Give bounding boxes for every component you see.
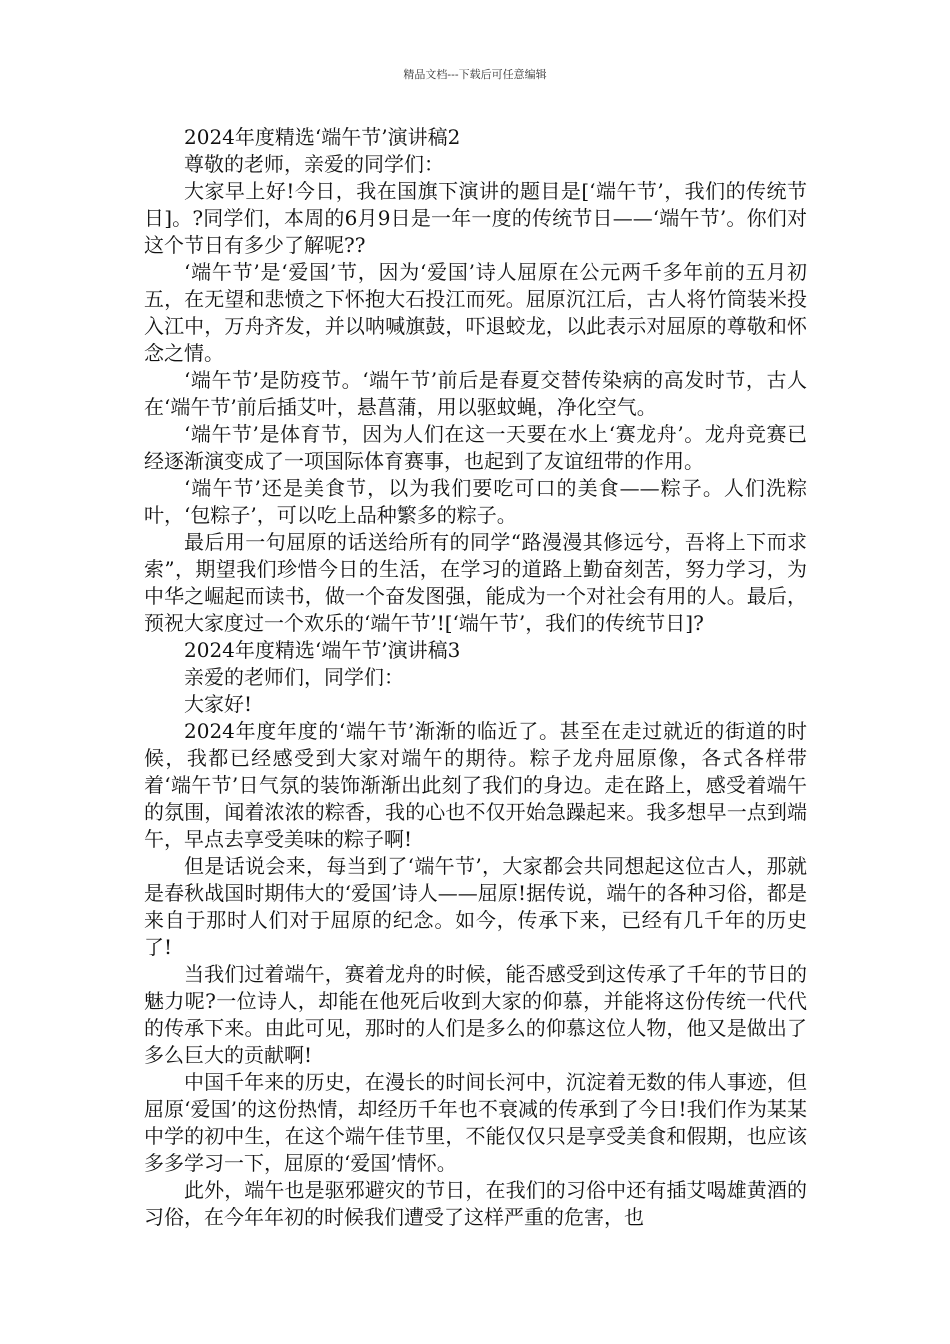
speech-title-2: 2024年度精选‘端午节’演讲稿2: [184, 125, 461, 149]
paragraph: ‘端午节’还是美食节，以为我们要吃可口的美食——粽子。人们洗粽叶，‘包粽子’，可以吃上品种繁多的粽子。: [144, 476, 807, 527]
page-header: 精品文档---下载后可任意编辑: [403, 68, 547, 81]
speech-title-3: 2024年度精选‘端午节’演讲稿3: [184, 638, 461, 662]
paragraph: 大家早上好!今日，我在国旗下演讲的题目是[‘端午节’，我们的传统节日]。?同学们，本周的6月9日是一年一度的传统节日——‘端午节’。你们对这个节日有多少了解呢??: [144, 179, 807, 257]
paragraph: 此外，端午也是驱邪避灾的节日，在我们的习俗中还有插艾喝雄黄酒的习俗，在今年年初的时候我们遭受了这样严重的危害，也: [144, 1178, 807, 1229]
paragraph: 最后用一句屈原的话送给所有的同学“路漫漫其修远兮，吾将上下而求索”，期望我们珍惜今日的生活，在学习的道路上勤奋刻苦，努力学习，为中华之崛起而读书，做一个奋发图强，能成为一个对社会有用的人。最后，预祝大家度过一个欢乐的‘端午节’![‘端午节’，我们的传统节日]?: [144, 530, 807, 635]
salutation: 亲爱的老师们，同学们：: [184, 665, 404, 689]
paragraph: 但是话说会来，每当到了‘端午节’，大家都会共同想起这位古人，那就是春秋战国时期伟大的‘爱国’诗人——屈原!据传说，端午的各种习俗，都是来自于那时人们对于屈原的纪念。如今，传承下来，已经有几千年的历史了!: [144, 854, 807, 959]
paragraph: 中国千年来的历史，在漫长的时间长河中，沉淀着无数的伟人事迹，但屈原‘爱国’的这份热情，却经历千年也不衰减的传承到了今日!我们作为某某中学的初中生，在这个端午佳节里，不能仅仅只是享受美食和假期，也应该多多学习一下，屈原的‘爱国’情怀。: [144, 1070, 807, 1175]
paragraph: ‘端午节’是‘爱国’节，因为‘爱国’诗人屈原在公元两千多年前的五月初五，在无望和悲愤之下怀抱大石投江而死。屈原沉江后，古人将竹筒装米投入江中，万舟齐发，并以呐喊旗鼓，吓退蛟龙，以此表示对屈原的尊敬和怀念之情。: [144, 260, 807, 365]
salutation: 尊敬的老师，亲爱的同学们：: [184, 152, 444, 176]
greeting: 大家好!: [184, 692, 253, 716]
document-body: [144, 124, 807, 1231]
paragraph: 当我们过着端午，赛着龙舟的时候，能否感受到这传承了千年的节日的魅力呢?一位诗人，却能在他死后收到大家的仰慕，并能将这份传统一代代的传承下来。由此可见，那时的人们是多么的仰慕这位人物，他又是做出了多么巨大的贡献啊!: [144, 962, 807, 1067]
paragraph: ‘端午节’是体育节，因为人们在这一天要在水上‘赛龙舟’。龙舟竞赛已经逐渐演变成了一项国际体育赛事，也起到了友谊纽带的作用。: [144, 422, 807, 473]
paragraph: ‘端午节’是防疫节。‘端午节’前后是春夏交替传染病的高发时节，古人在‘端午节’前后插艾叶，悬菖蒲，用以驱蚊蝇，净化空气。: [144, 368, 807, 419]
paragraph: 2024年度年度的‘端午节’渐渐的临近了。甚至在走过就近的街道的时候，我都已经感受到大家对端午的期待。粽子龙舟屈原像，各式各样带着‘端午节’日气氛的装饰渐渐出此刻了我们的身边。走在路上，感受着端午的氛围，闻着浓浓的粽香，我的心也不仅开始急躁起来。我多想早一点到端午，早点去享受美味的粽子啊!: [144, 719, 807, 851]
